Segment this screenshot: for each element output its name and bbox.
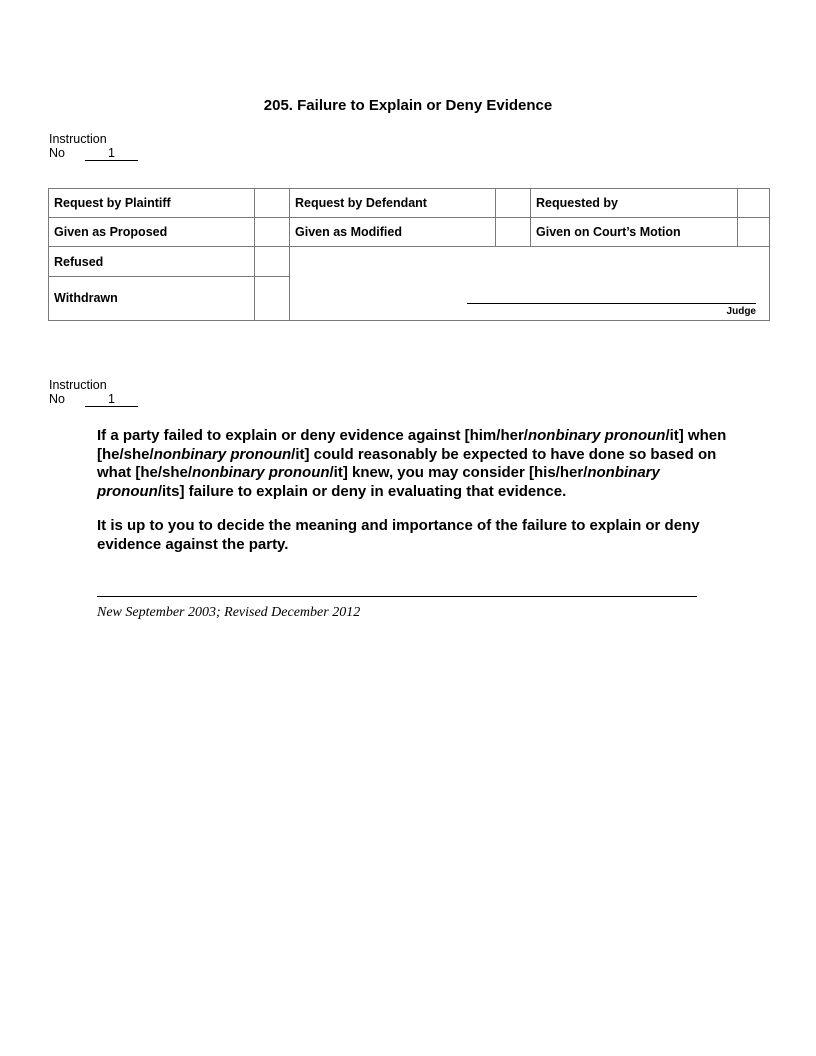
paragraph-text: /it] knew, you may consider [his/her/ (329, 464, 588, 481)
paragraph-italic-text: nonbinary pronoun (527, 427, 666, 444)
revision-history: New September 2003; Revised December 2012 (97, 605, 361, 620)
requested-by-checkbox[interactable] (738, 189, 770, 218)
requested-by-label: Requested by (531, 189, 738, 218)
judge-label: Judge (726, 306, 756, 317)
request-defendant-checkbox[interactable] (496, 189, 531, 218)
paragraph-italic-text: nonbinary pronoun (192, 464, 330, 481)
given-court-motion-checkbox[interactable] (738, 218, 770, 247)
given-modified-label: Given as Modified (290, 218, 496, 247)
paragraph-text: If a party failed to explain or deny evidence against [him/her/ (97, 427, 528, 444)
instruction-number-block-bottom (49, 378, 138, 407)
instruction-title: 205. Failure to Explain or Deny Evidence (263, 97, 553, 114)
given-modified-checkbox[interactable] (496, 218, 531, 247)
paragraph-italic-text: nonbinary pronoun (97, 464, 660, 500)
instruction-no-row (49, 392, 138, 407)
instruction-paragraph-1 (97, 427, 727, 501)
paragraph-italic-text: nonbinary pronoun (153, 445, 292, 463)
history-divider (97, 596, 697, 597)
withdrawn-label: Withdrawn (49, 276, 255, 320)
paragraph-text: /it] when [he/she/ (97, 427, 727, 463)
given-proposed-label: Given as Proposed (49, 218, 255, 247)
refused-checkbox[interactable] (255, 247, 290, 276)
instruction-body (97, 427, 727, 570)
instruction-label: Instruction (49, 378, 107, 392)
instruction-label: Instruction (49, 132, 107, 146)
instruction-no-row (49, 146, 138, 161)
request-plaintiff-checkbox[interactable] (255, 189, 290, 218)
instruction-number: 1 (85, 147, 138, 161)
no-label: No (49, 146, 65, 160)
paragraph-text: /its] failure to explain or deny in evaluating that evidence. (157, 482, 567, 500)
instruction-number-block-top (49, 132, 138, 161)
instruction-status-table (48, 188, 770, 321)
given-proposed-checkbox[interactable] (255, 218, 290, 247)
judge-signature-area[interactable] (290, 247, 770, 321)
judge-signature-line (467, 303, 756, 304)
refused-label: Refused (49, 247, 255, 276)
request-plaintiff-label: Request by Plaintiff (49, 189, 255, 218)
instruction-paragraph-2: It is up to you to decide the meaning and importance of the failure to explain or deny evidence against the party. (97, 517, 700, 553)
instruction-number: 1 (85, 393, 138, 407)
request-defendant-label: Request by Defendant (290, 189, 496, 218)
paragraph-text: /it] could reasonably be expected to have done so based on what [he/she/ (97, 445, 717, 481)
no-label: No (49, 392, 65, 406)
given-court-motion-label: Given on Court’s Motion (531, 218, 738, 247)
withdrawn-checkbox[interactable] (255, 276, 290, 320)
